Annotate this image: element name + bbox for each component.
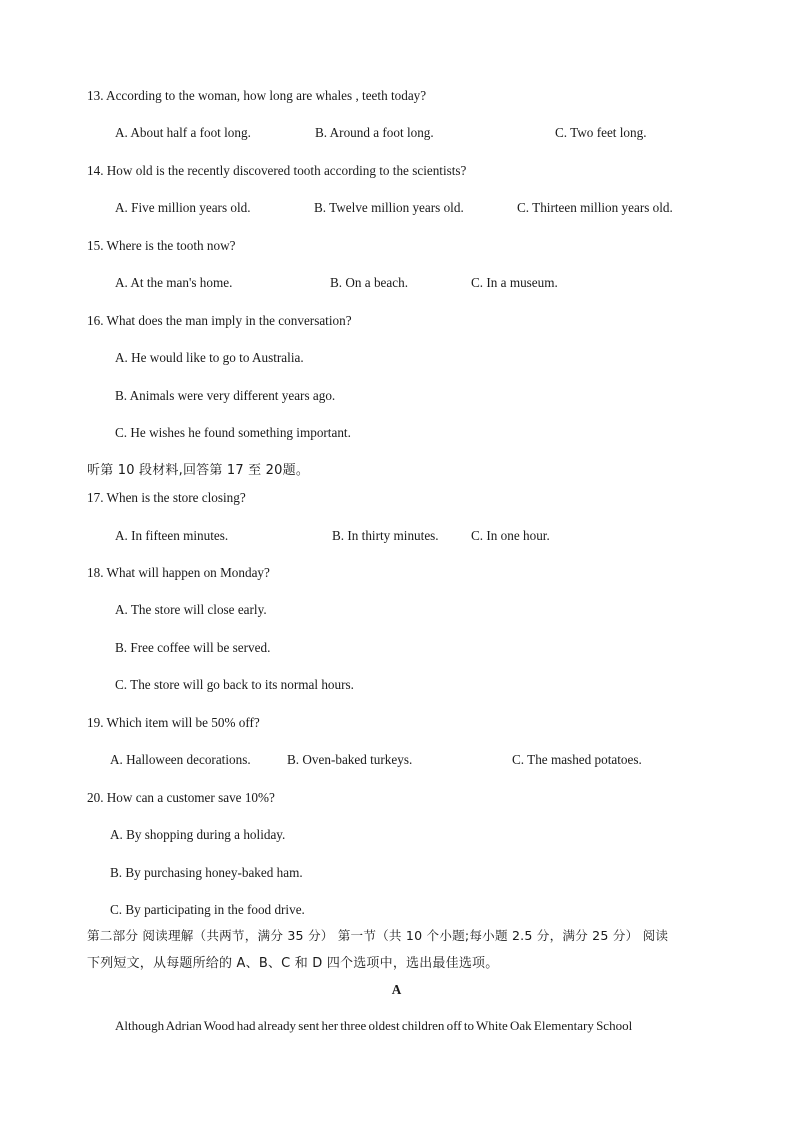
question-15: 15. Where is the tooth now? — [87, 238, 236, 253]
option-13b: B. Around a foot long. — [315, 125, 434, 140]
question-19: 19. Which item will be 50% off? — [87, 715, 260, 730]
question-13: 13. According to the woman, how long are whales , teeth today? — [87, 88, 427, 103]
option-14c: C. Thirteen million years old. — [517, 200, 673, 215]
option-18c: C. The store will go back to its normal hours. — [115, 677, 354, 692]
option-15a: A. At the man's home. — [115, 275, 233, 290]
option-18a: A. The store will close early. — [115, 602, 267, 617]
part2-instruction-line1: 第二部分 阅读理解（共两节，满分 35 分） 第一节（共 10 个小题;每小题 2.5 分，满分 25 分） 阅读 — [87, 928, 669, 943]
question-18: 18. What will happen on Monday? — [87, 565, 270, 580]
passage-heading: A — [391, 982, 402, 997]
question-20: 20. How can a customer save 10%? — [87, 790, 275, 805]
part2-instruction-line2: 下列短文，从每题所给的 A、B、C 和 D 四个选项中，选出最佳选项。 — [87, 956, 499, 971]
option-19b: B. Oven-baked turkeys. — [287, 752, 413, 767]
option-16c: C. He wishes he found something important. — [115, 425, 351, 440]
option-14a: A. Five million years old. — [115, 200, 251, 215]
option-15c: C. In a museum. — [471, 275, 558, 290]
option-16a: A. He would like to go to Australia. — [115, 350, 304, 365]
option-17c: C. In one hour. — [471, 528, 550, 543]
option-20c: C. By participating in the food drive. — [110, 902, 305, 917]
option-18b: B. Free coffee will be served. — [115, 640, 271, 655]
option-20b: B. By purchasing honey-baked ham. — [110, 865, 303, 880]
option-17b: B. In thirty minutes. — [332, 528, 439, 543]
option-20a: A. By shopping during a holiday. — [110, 827, 286, 842]
question-17: 17. When is the store closing? — [87, 490, 246, 505]
option-17a: A. In fifteen minutes. — [115, 528, 229, 543]
option-16b: B. Animals were very different years ago. — [115, 388, 336, 403]
option-19a: A. Halloween decorations. — [110, 752, 251, 767]
passage-first-line: Although Adrian Wood had already sent her three oldest children off to White Oak Elementary School — [115, 1018, 633, 1033]
option-19c: C. The mashed potatoes. — [512, 752, 642, 767]
option-14b: B. Twelve million years old. — [314, 200, 464, 215]
option-15b: B. On a beach. — [330, 275, 408, 290]
option-13a: A. About half a foot long. — [115, 125, 251, 140]
option-13c: C. Two feet long. — [555, 125, 647, 140]
question-14: 14. How old is the recently discovered tooth according to the scientists? — [87, 163, 467, 178]
section-10-instruction: 听第 10 段材料,回答第 17 至 20题。 — [87, 463, 310, 478]
question-16: 16. What does the man imply in the conversation? — [87, 313, 352, 328]
